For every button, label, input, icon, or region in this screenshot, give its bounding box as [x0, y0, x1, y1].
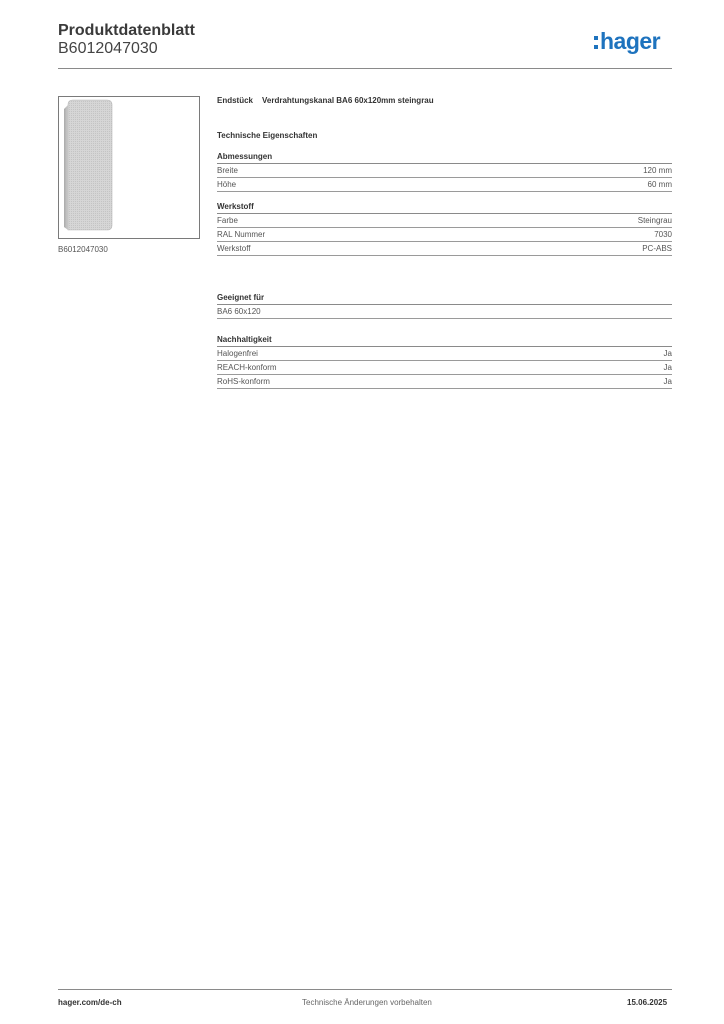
spec-row — [217, 361, 672, 375]
spec-value: Ja — [663, 377, 672, 386]
spec-row — [217, 214, 672, 228]
footer-divider — [58, 989, 672, 990]
header-divider — [58, 68, 672, 69]
group-title: Abmessungen — [217, 152, 672, 164]
group-nachhaltigkeit — [217, 335, 672, 389]
footer-website-link[interactable]: hager.com/de-ch — [58, 998, 122, 1007]
group-werkstoff — [217, 202, 672, 256]
spec-label: RAL Nummer — [217, 230, 266, 239]
spec-row — [217, 178, 672, 192]
spec-row — [217, 305, 672, 319]
footer-notice: Technische Änderungen vorbehalten — [302, 998, 432, 1007]
article-number: B6012047030 — [58, 40, 158, 57]
product-image — [58, 96, 200, 239]
spec-value: Ja — [663, 363, 672, 372]
spec-value: 120 mm — [643, 166, 672, 175]
spec-label: BA6 60x120 — [217, 307, 261, 316]
page-title: Produktdatenblatt — [58, 22, 195, 39]
end-piece-product-icon — [59, 97, 199, 238]
spec-label: Höhe — [217, 180, 237, 189]
spec-row — [217, 228, 672, 242]
group-title: Nachhaltigkeit — [217, 335, 672, 347]
spec-value: 60 mm — [647, 180, 672, 189]
spec-row — [217, 164, 672, 178]
image-caption: B6012047030 — [58, 245, 108, 254]
spec-value: 7030 — [654, 230, 672, 239]
group-abmessungen — [217, 152, 672, 192]
spec-row — [217, 347, 672, 361]
footer-date: 15.06.2025 — [627, 998, 668, 1007]
product-name: Endstück — [217, 96, 254, 105]
spec-label: Halogenfrei — [217, 349, 258, 358]
product-description: Verdrahtungskanal BA6 60x120mm steingrau — [262, 96, 434, 105]
spec-row — [217, 242, 672, 256]
spec-label: RoHS-konform — [217, 377, 270, 386]
group-title: Geeignet für — [217, 293, 672, 305]
logo-text: hager — [600, 28, 661, 54]
logo-dots-icon — [594, 36, 598, 49]
spec-label: REACH-konform — [217, 363, 277, 372]
spec-row — [217, 375, 672, 389]
product-heading — [217, 96, 672, 108]
spec-value: Ja — [663, 349, 672, 358]
spec-label: Farbe — [217, 216, 238, 225]
group-geeignet — [217, 293, 672, 319]
spec-value: PC-ABS — [642, 244, 672, 253]
tech-section-title: Technische Eigenschaften — [217, 131, 318, 140]
group-title: Werkstoff — [217, 202, 672, 214]
spec-value: Steingrau — [637, 216, 672, 225]
spec-label: Werkstoff — [217, 244, 251, 253]
spec-content — [217, 96, 672, 389]
hager-logo — [594, 28, 660, 54]
spec-label: Breite — [217, 166, 238, 175]
